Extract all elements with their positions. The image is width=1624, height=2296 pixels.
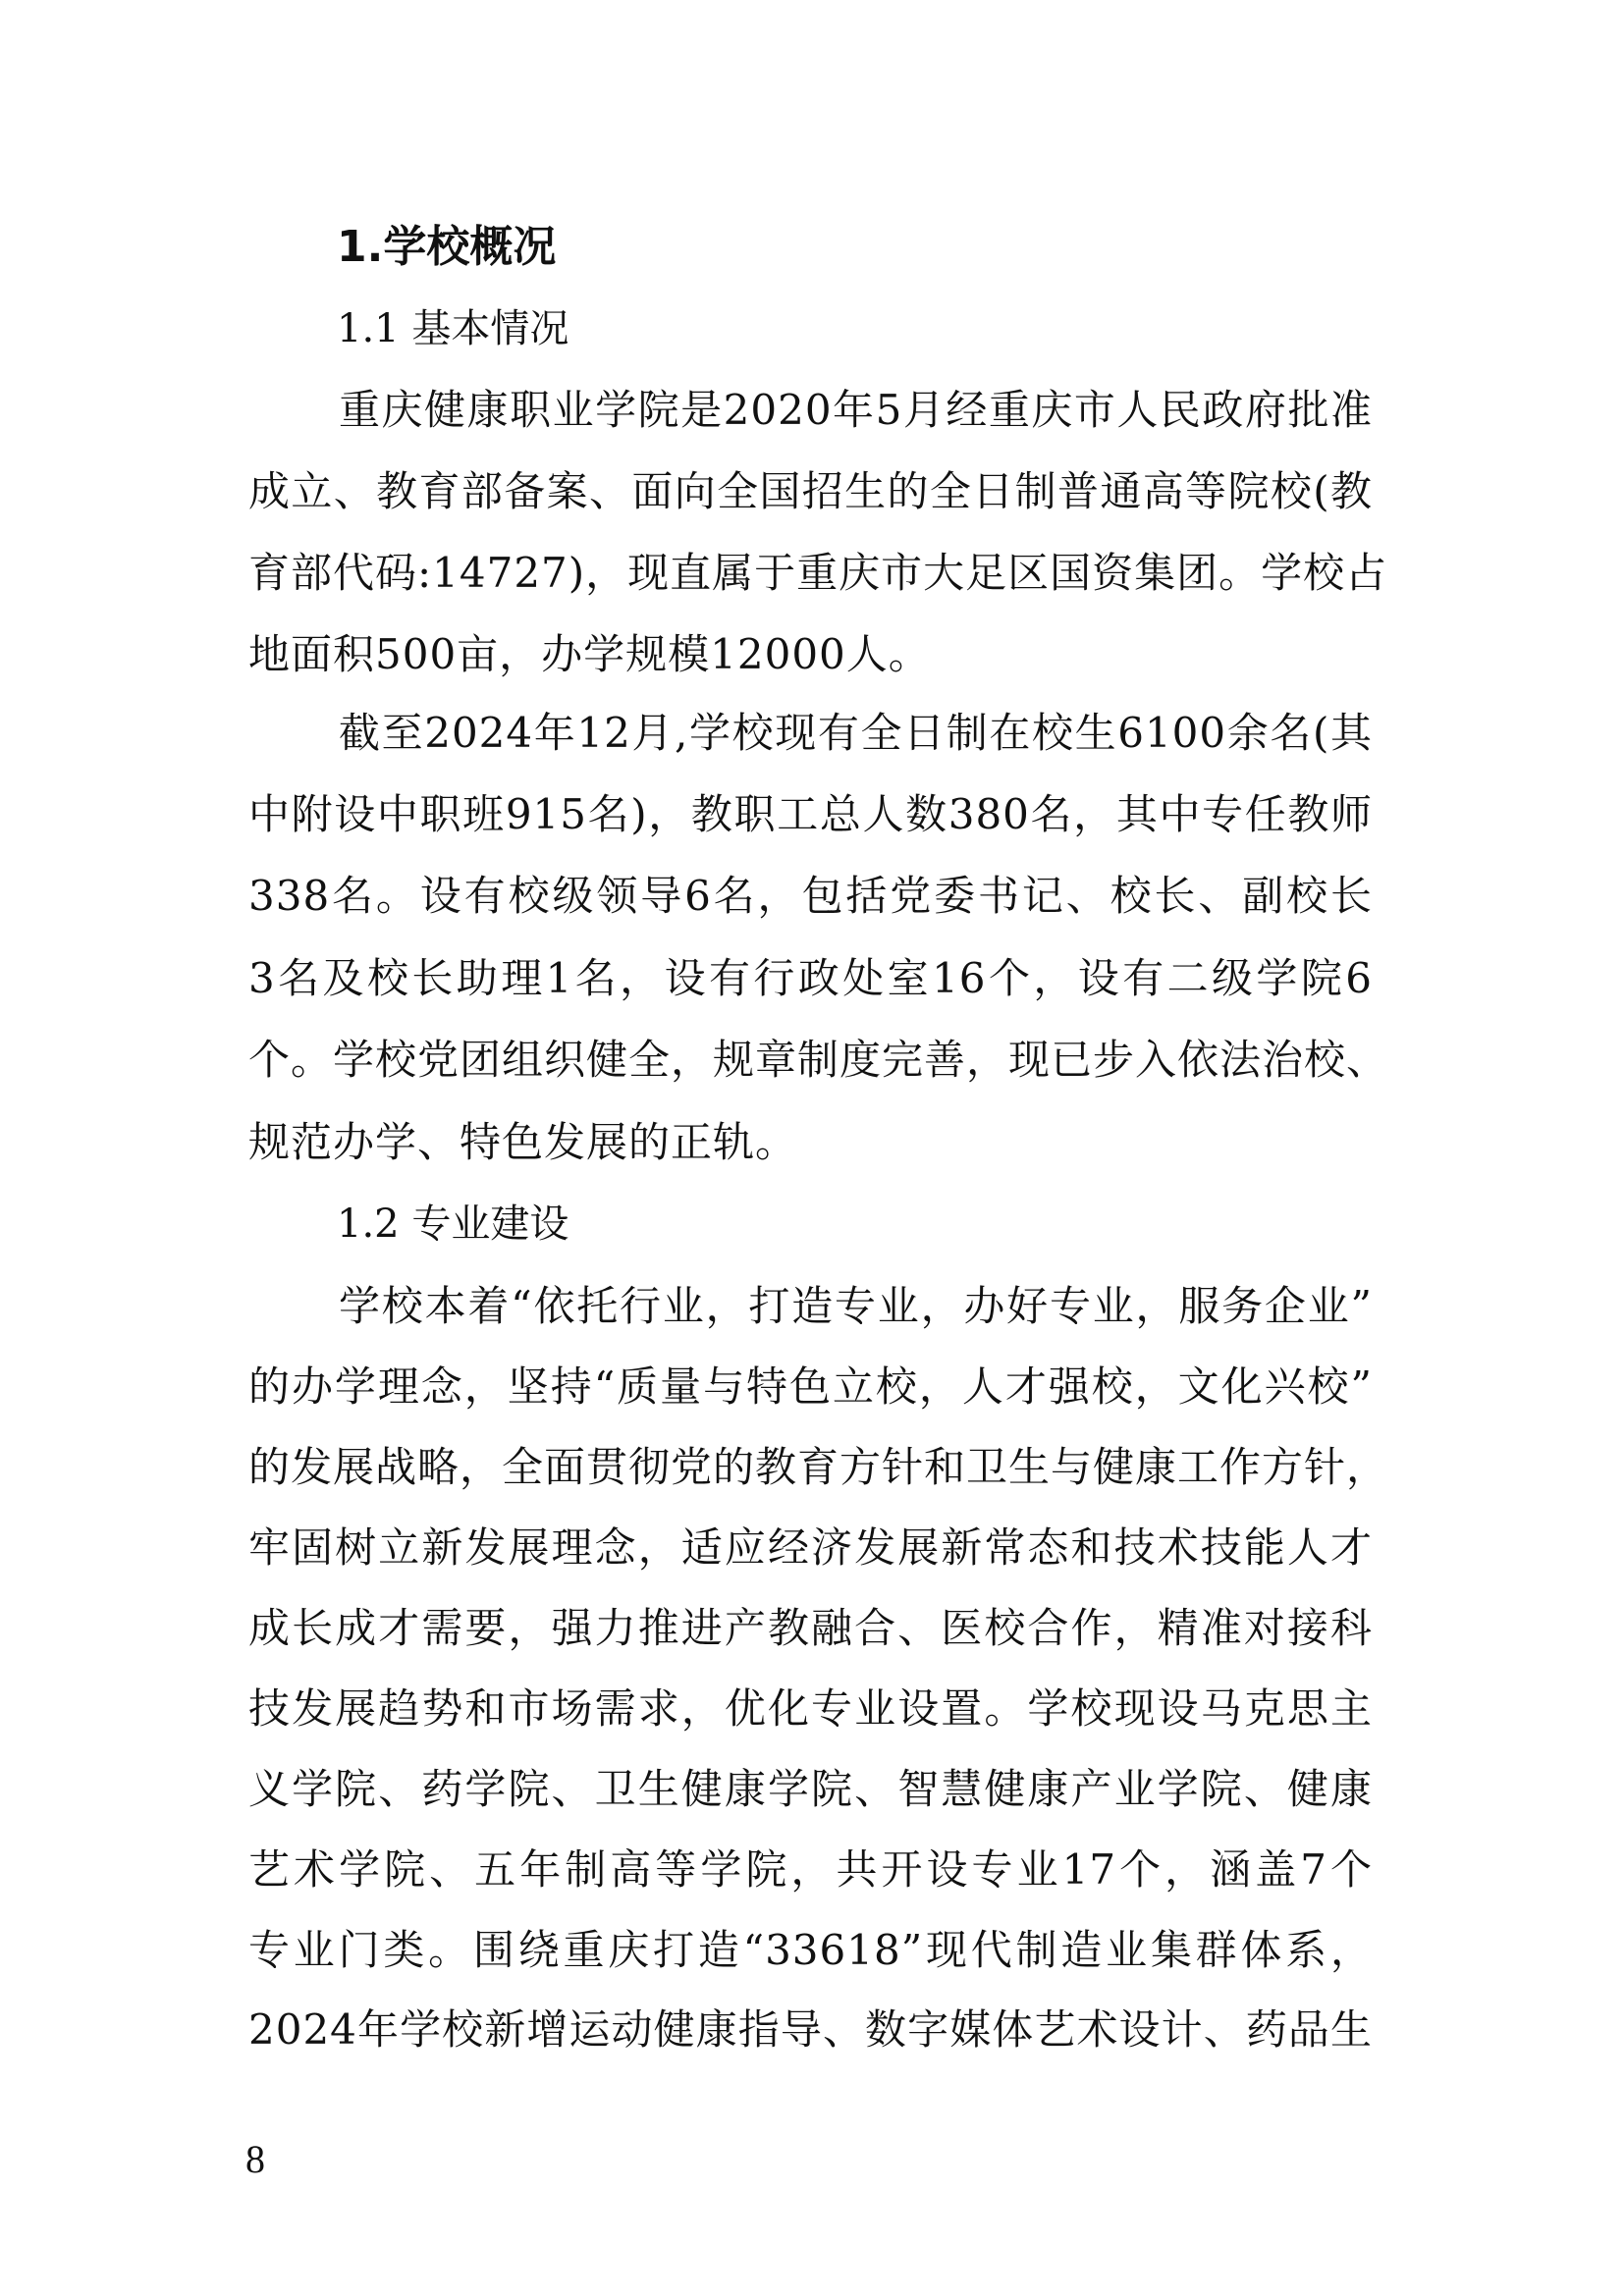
paragraph-line: 义学院、药学院、卫生健康学院、智慧健康产业学院、健康 [248, 1765, 1373, 1813]
subsection-heading-program-development: 1.2 专业建设 [337, 1201, 569, 1247]
paragraph-line: 的办学理念，坚持“质量与特色立校，人才强校，文化兴校” [248, 1362, 1373, 1411]
paragraph-line: 艺术学院、五年制高等学院，共开设专业17个，涵盖7个 [248, 1845, 1373, 1894]
paragraph-line: 规范办学、特色发展的正轨。 [248, 1118, 798, 1166]
section-heading: 1.学校概况 [337, 222, 557, 272]
paragraph-line: 专业门类。围绕重庆打造“33618”现代制造业集群体系， [248, 1926, 1373, 1974]
subsection-heading-basic-info: 1.1 基本情况 [337, 306, 569, 351]
paragraph-line: 地面积500亩，办学规模12000人。 [248, 630, 931, 678]
paragraph-line: 的发展战略，全面贯彻党的教育方针和卫生与健康工作方针， [248, 1443, 1389, 1491]
paragraph-line: 技发展趋势和市场需求，优化专业设置。学校现设马克思主 [248, 1684, 1373, 1733]
paragraph-line: 重庆健康职业学院是2020年5月经重庆市人民政府批准 [339, 386, 1373, 434]
paragraph-line: 学校本着“依托行业，打造专业，办好专业，服务企业” [339, 1282, 1373, 1330]
paragraph-line: 个。学校党团组织健全，规章制度完善，现已步入依法治校、 [248, 1036, 1389, 1084]
paragraph-line: 成立、教育部备案、面向全国招生的全日制普通高等院校(教 [248, 467, 1373, 515]
paragraph-line: 3名及校长助理1名，设有行政处室16个，设有二级学院6 [248, 954, 1373, 1002]
paragraph-line: 中附设中职班915名)，教职工总人数380名，其中专任教师 [248, 790, 1373, 838]
paragraph-line: 牢固树立新发展理念，适应经济发展新常态和技术技能人才 [248, 1523, 1373, 1572]
paragraph-line: 2024年学校新增运动健康指导、数字媒体艺术设计、药品生 [248, 2005, 1373, 2054]
paragraph-line: 338名。设有校级领导6名，包括党委书记、校长、副校长 [248, 872, 1373, 920]
page-number: 8 [245, 2137, 265, 2181]
paragraph-line: 截至2024年12月,学校现有全日制在校生6100余名(其 [339, 709, 1373, 757]
paragraph-line: 育部代码:14727)，现直属于重庆市大足区国资集团。学校占 [248, 549, 1388, 597]
paragraph-line: 成长成才需要，强力推进产教融合、医校合作，精准对接科 [248, 1604, 1373, 1652]
